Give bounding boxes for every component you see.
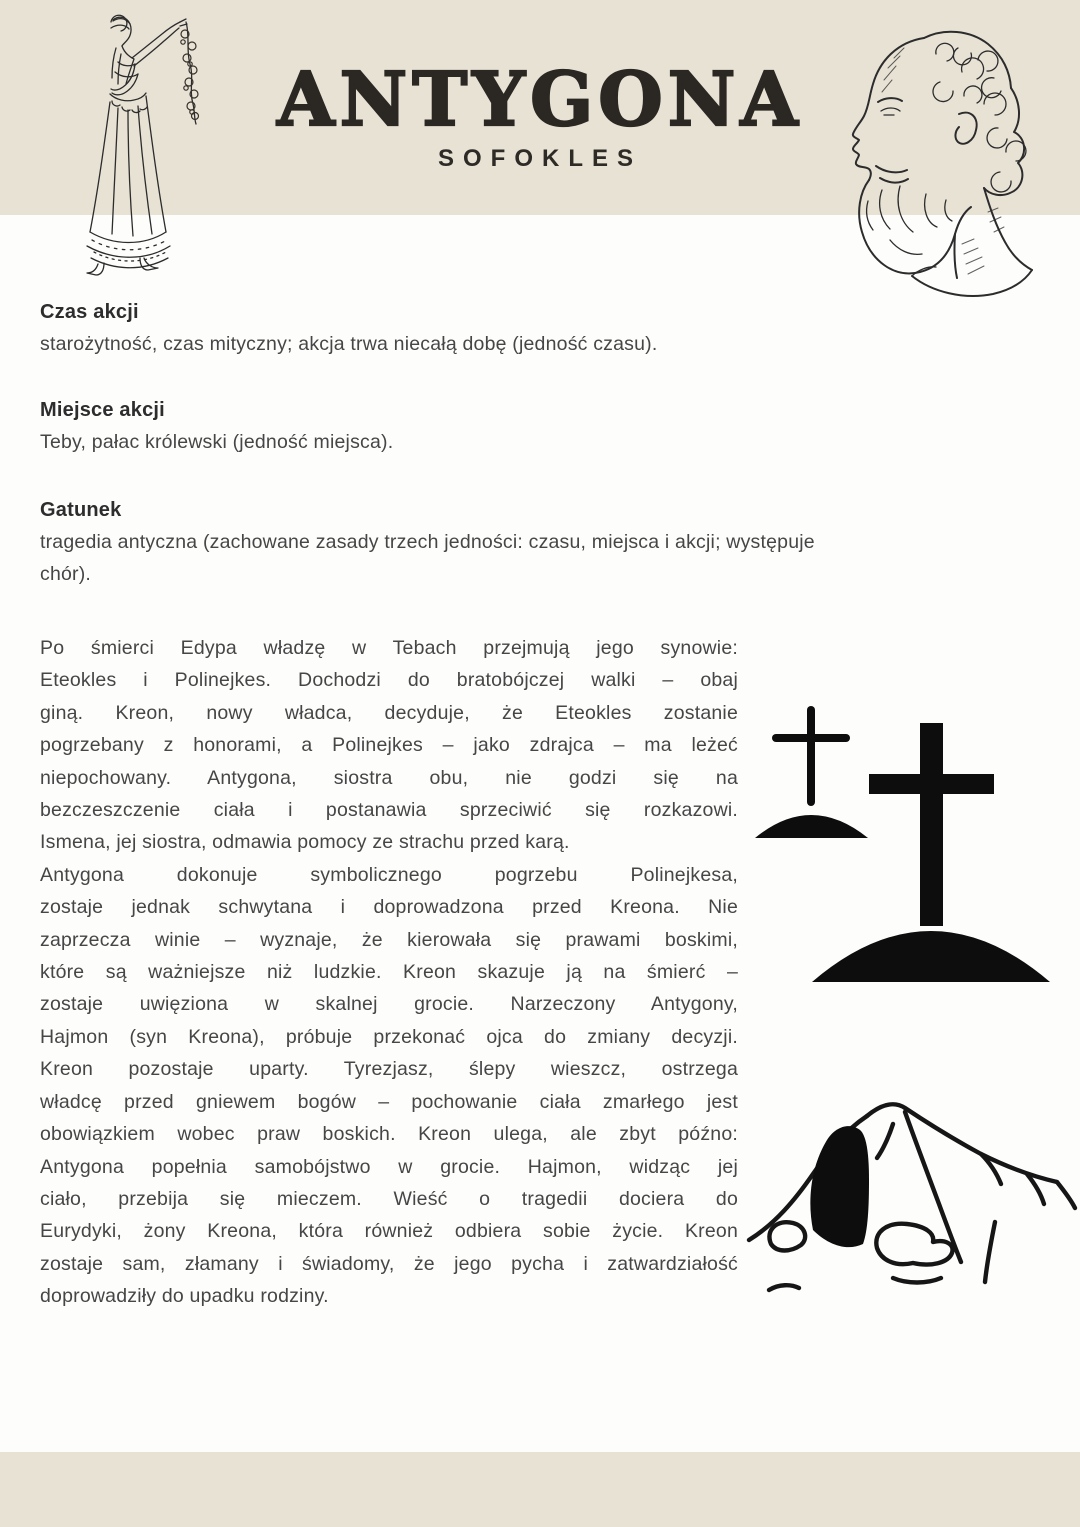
summary-line: niepochowany. Antygona, siostra obu, nie godzi się na	[40, 766, 738, 789]
summary-line: Eteokles i Polinejkes. Dochodzi do bratobójczej walki – obaj	[40, 669, 738, 692]
summary-line: doprowadziły do upadku rodziny.	[40, 1285, 329, 1308]
section-heading: Czas akcji	[40, 301, 139, 323]
graves-illustration	[750, 698, 1052, 990]
section-miejsce-akcji	[40, 394, 1020, 458]
sophocles-bust-illustration	[838, 16, 1045, 312]
greek-woman-illustration	[82, 6, 237, 278]
large-cross-vertical	[920, 723, 943, 926]
grave-crosses-icon	[755, 706, 1050, 982]
sophocles-bust-icon	[853, 32, 1032, 296]
cave-opening	[810, 1126, 869, 1247]
summary-line: Eurydyki, żony Kreona, która również odbiera sobie życie. Kreon	[40, 1220, 738, 1243]
page-subtitle: SOFOKLES	[437, 145, 642, 172]
small-cross-horizontal	[772, 734, 850, 742]
summary-line: Po śmierci Edypa władzę w Tebach przejmują jego synowie:	[40, 637, 738, 659]
small-grave-mound	[755, 815, 868, 838]
large-grave-mound	[812, 931, 1050, 982]
summary-line: zostaje jednak schwytana i doprowadzona przed Kreona. Nie	[40, 896, 738, 919]
summary-line: giną. Kreon, nowy władca, decyduje, że Eteokles zostanie	[40, 701, 738, 724]
plot-summary	[40, 632, 738, 1313]
footer-band	[0, 1452, 1080, 1527]
section-czas-akcji	[40, 296, 1020, 360]
summary-line: Hajmon (syn Kreona), próbuje przekonać ojca do zmiany decyzji.	[40, 1025, 738, 1048]
summary-line: zaprzecza winie – wyznaje, że kierowała się prawami boskimi,	[40, 928, 738, 951]
summary-line: Antygona popełnia samobójstwo w grocie. Hajmon, widząc jej	[40, 1155, 738, 1178]
section-heading: Miejsce akcji	[40, 399, 165, 421]
summary-line: zostaje uwięziona w skalnej grocie. Narzeczony Antygony,	[40, 993, 738, 1016]
section-text-line: starożytność, czas mityczny; akcja trwa niecałą dobę (jedność czasu).	[40, 333, 658, 355]
summary-line: obowiązkiem wobec praw boskich. Kreon ulega, ale zbyt późno:	[40, 1123, 738, 1146]
summary-line: Ismena, jej siostra, odmawia pomocy ze strachu przed karą.	[40, 831, 570, 854]
small-cross-vertical	[807, 706, 815, 806]
summary-line: które są ważniejsze niż ludzkie. Kreon skazuje ją na śmierć –	[40, 961, 738, 984]
section-gatunek	[40, 494, 1020, 591]
section-text-line: Teby, pałac królewski (jedność miejsca).	[40, 431, 394, 453]
summary-line: Antygona dokonuje symbolicznego pogrzebu Polinejkesa,	[40, 863, 738, 886]
summary-line: władcę przed gniewem bogów – pochowanie ciała zmarłego jest	[40, 1090, 738, 1113]
cave-illustration	[743, 1072, 1080, 1327]
large-cross-horizontal	[869, 774, 994, 794]
section-heading: Gatunek	[40, 499, 122, 521]
summary-line: Kreon pozostaje uparty. Tyrezjasz, ślepy wieszcz, ostrzega	[40, 1058, 738, 1081]
cave-entrance-icon	[749, 1104, 1075, 1290]
summary-line: zostaje sam, złamany i świadomy, że jego pycha i zatwardziałość	[40, 1252, 738, 1275]
summary-line: pogrzebany z honorami, a Polinejkes – jako zdrajca – ma leżeć	[40, 734, 738, 757]
section-text-line: chór).	[40, 563, 92, 586]
summary-line: ciało, przebija się mieczem. Wieść o tragedii dociera do	[40, 1187, 738, 1210]
section-text-line: tragedia antyczna (zachowane zasady trzech jedności: czasu, miejsca i akcji; występuje	[40, 531, 815, 553]
page-title: ANTYGONA	[277, 57, 803, 143]
summary-line: bezczeszczenie ciała i postanawia sprzeciwić się rozkazowi.	[40, 799, 738, 822]
greek-woman-figure-icon	[87, 15, 199, 275]
